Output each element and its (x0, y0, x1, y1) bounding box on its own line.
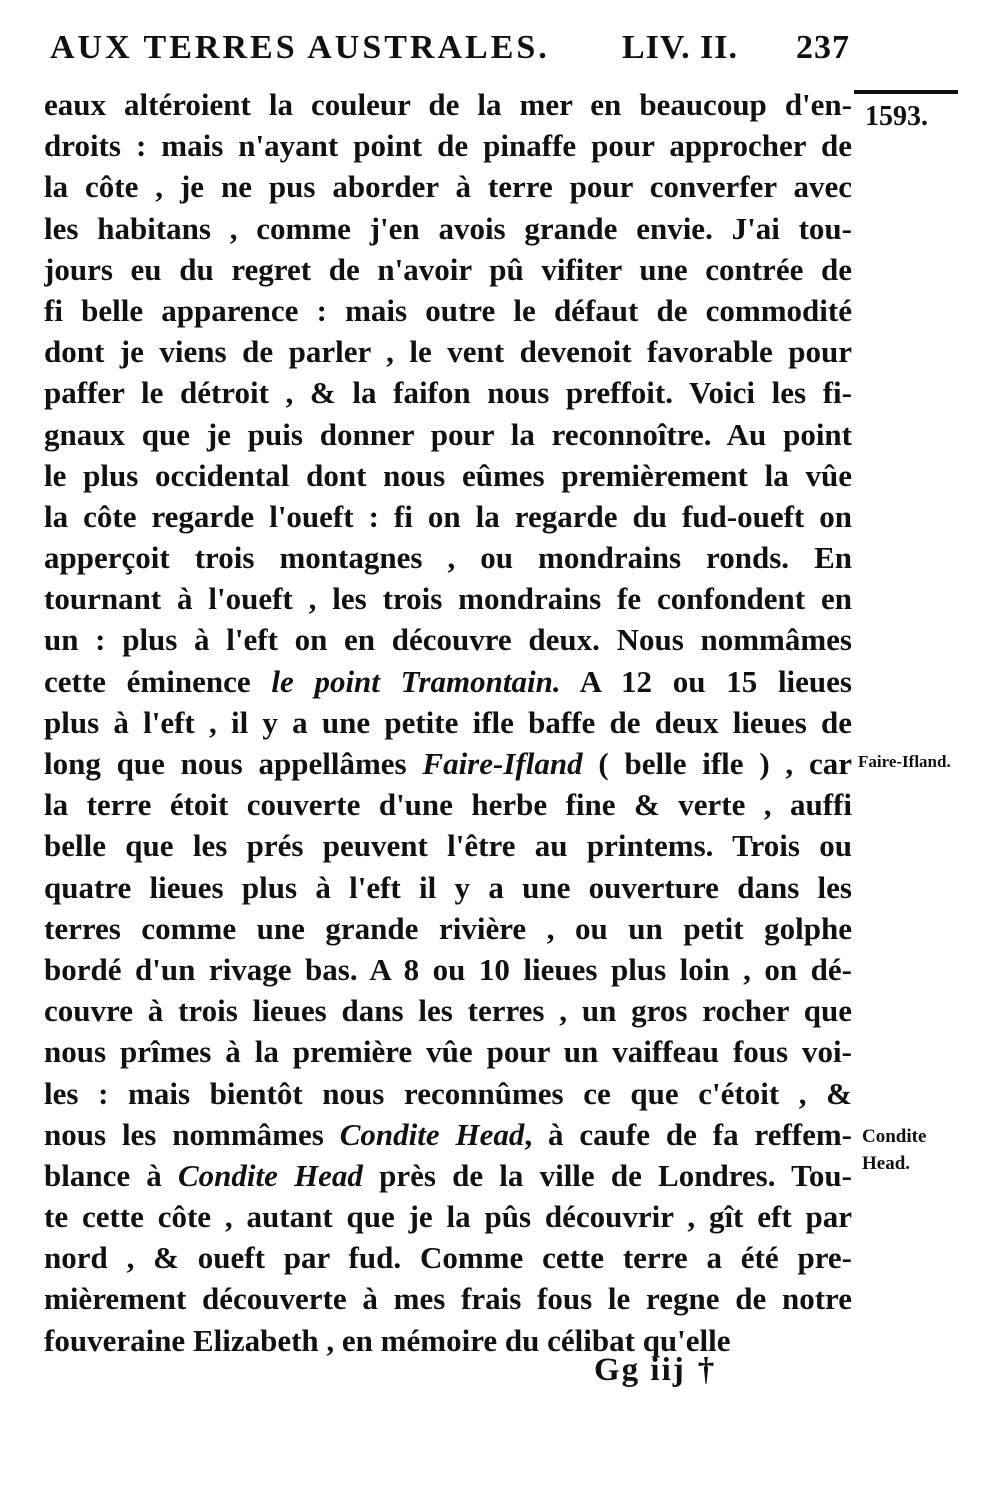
text-line (44, 1237, 852, 1278)
text-line (44, 1278, 852, 1319)
text-line (44, 908, 852, 949)
text-line (44, 1073, 852, 1114)
running-head-book: LIV. II. (622, 29, 739, 66)
italic-name: Faire-Ifland (422, 746, 583, 781)
margin-note-condite-line-2: Head. (862, 1153, 911, 1174)
text-line (44, 743, 852, 784)
text-line (44, 619, 852, 660)
text-line (44, 825, 852, 866)
text-run: fouveraine Elizabeth , en mémoire du célibat qu'elle (44, 1322, 731, 1358)
text-run: mièrement découverte à mes frais fous le regne de notre (44, 1281, 852, 1317)
text-run: quatre lieues plus à l'eft il y a une ouverture dans les (44, 869, 852, 905)
text-run: la côte , je ne pus aborder à terre pour converfer avec (44, 169, 852, 205)
text-line (44, 166, 852, 207)
text-line (44, 290, 852, 331)
text-run: nous les nommâmes (44, 1116, 340, 1152)
italic-name: Condite Head (177, 1157, 363, 1193)
signature-text: Gg iij (594, 1352, 686, 1388)
text-run: couvre à trois lieues dans les terres , un gros rocher que (44, 993, 852, 1029)
text-line (44, 990, 852, 1031)
text-line (44, 455, 852, 496)
italic-name: le point Tramontain. (271, 663, 561, 699)
text-line (44, 331, 852, 372)
running-head-title: AUX TERRES AUSTRALES. (50, 29, 550, 66)
text-line (44, 1114, 852, 1155)
body-text (44, 84, 852, 1361)
text-line (44, 1196, 852, 1237)
text-line (44, 578, 852, 619)
text-line (44, 1155, 852, 1196)
text-run: la terre étoit couverte d'une herbe fine & verte , auffi (44, 787, 852, 823)
text-run: le plus occidental dont nous eûmes premièrement la vûe (44, 457, 852, 493)
text-line (44, 702, 852, 743)
text-run: la côte regarde l'oueft : fi on la regarde du fud-oueft on (44, 498, 852, 534)
running-head (50, 26, 850, 70)
text-run: les habitans , comme j'en avois grande envie. J'ai tou- (44, 210, 852, 246)
text-line (44, 496, 852, 537)
text-line (44, 784, 852, 825)
text-line (44, 867, 852, 908)
text-run: les : mais bientôt nous reconnûmes ce que c'étoit , & (44, 1075, 852, 1111)
margin-year: 1593. (865, 101, 928, 132)
text-run: cette éminence (44, 663, 272, 699)
text-line (44, 208, 852, 249)
margin-rule (854, 90, 958, 94)
margin-note-condite-line-1: Condite (862, 1126, 927, 1147)
text-line (44, 249, 852, 290)
text-run: gnaux que je puis donner pour la reconnoître. Au point (44, 416, 852, 452)
text-run: blance à (44, 1157, 178, 1193)
text-run: jours eu du regret de n'avoir pû vifiter une contrée de (44, 251, 852, 287)
text-run: te cette côte , autant que je la pûs découvrir , gît eft par (44, 1199, 852, 1235)
text-run: eaux altéroient la couleur de la mer en beaucoup d'en- (44, 87, 852, 122)
text-line (44, 661, 852, 702)
text-run: bordé d'un rivage bas. A 8 ou 10 lieues plus loin , on dé- (44, 951, 852, 987)
text-run: tournant à l'oueft , les trois mondrains fe confondent en (44, 581, 852, 617)
text-run: plus à l'eft , il y a une petite ifle baffe de deux lieues de (44, 704, 852, 740)
text-run: un : plus à l'eft on en découvre deux. Nous nommâmes (44, 622, 852, 658)
text-line (44, 949, 852, 990)
text-line (44, 372, 852, 413)
text-run: dont je viens de parler , le vent devenoit favorable pour (44, 334, 852, 370)
text-run: droits : mais n'ayant point de pinaffe pour approcher de (44, 128, 852, 164)
text-run: belle que les prés peuvent l'être au printems. Trois ou (44, 828, 852, 864)
signature-mark (594, 1352, 716, 1389)
text-line (44, 537, 852, 578)
text-run: long que nous appellâmes (44, 746, 423, 781)
text-line (44, 414, 852, 455)
text-run: A 12 ou 15 lieues (560, 663, 852, 699)
margin-note-faire-island: Faire-Ifland. (858, 752, 951, 771)
text-run: fi belle apparence : mais outre le défaut de commodité (44, 292, 852, 328)
text-run: paffer le détroit , & la faifon nous preffoit. Voici les fi- (44, 375, 852, 411)
text-run: , à caufe de fa reffem- (524, 1116, 852, 1152)
text-run: ( belle ifle ) , car (582, 746, 852, 781)
dagger-mark: † (697, 1352, 717, 1388)
margin-note-condite-head (862, 1123, 926, 1177)
text-line (44, 125, 852, 166)
text-line (44, 84, 852, 125)
italic-name: Condite Head (339, 1116, 525, 1152)
page-number: 237 (796, 29, 850, 66)
text-run: près de la ville de Londres. Tou- (362, 1157, 852, 1193)
text-line (44, 1320, 852, 1361)
text-line (44, 1031, 852, 1072)
text-run: apperçoit trois montagnes , ou mondrains ronds. En (44, 540, 852, 576)
text-run: terres comme une grande rivière , ou un petit golphe (44, 910, 852, 946)
text-run: nord , & oueft par fud. Comme cette terre a été pre- (44, 1240, 852, 1276)
text-run: nous prîmes à la première vûe pour un vaiffeau fous voi- (44, 1034, 852, 1070)
